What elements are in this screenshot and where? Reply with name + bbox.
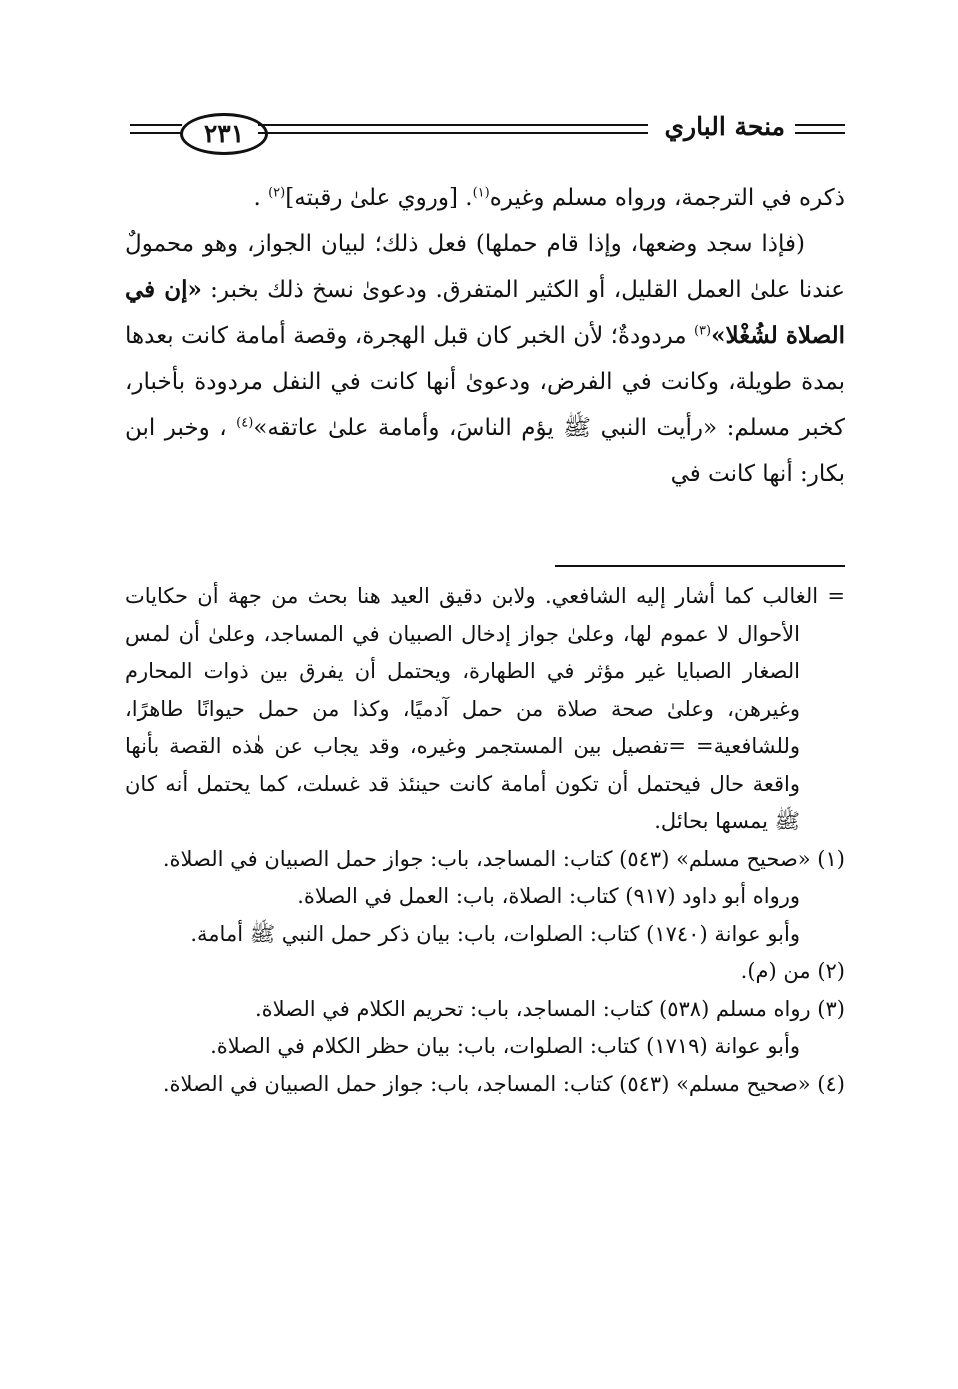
footnote-continuation: = الغالب كما أشار إليه الشافعي. ولابن دقيق العيد هنا بحث من جهة أن حكايات الأحوال لا عموم لها، وعلىٰ جواز إدخال الصبيان في المساجد، وعلىٰ أن لمس الصغار الصبايا غير مؤثر في الطهارة، ويحتمل أن يفرق بين ذوات المحارم وغيرهن، وعلىٰ صحة صلاة من حمل آدميًا، وكذا من حمل حيوانًا طاهرًا، وللشافعية= =تفصيل بين المستجمر وغيره، وقد يجاب عن هٰذه القصة بأنها واقعة حال فيحتمل أن تكون أمامة كانت حينئذ قد غسلت، كما يحتمل أنه كان ﷺ يمسها بحائل. [125,584,845,833]
footnotes [125,578,845,1103]
page-header [130,110,845,160]
header-rule [795,124,845,126]
footnote-1-line: ورواه أبو داود (٩١٧) كتاب: الصلاة، باب: العمل في الصلاة. [297,884,800,908]
footnote-3: (٣) رواه مسلم (٥٣٨) كتاب: المساجد، باب: تحريم الكلام في الصلاة. [254,996,845,1021]
footnote-2: (٢) من (م). [740,959,845,983]
text-run: مردودةٌ؛ لأن الخبر كان قبل الهجرة، وقصة أمامة كانت بعدها بمدة طويلة، وكانت في الفرض، ودعوىٰ أنها كانت في النفل مردودة بأخبار، كخبر مسلم: «رأيت النبي ﷺ يؤم الناسَ، وأمامة علىٰ عاتقه» [125,323,845,441]
text-run: . [253,185,269,211]
text-run: (فإذا سجد وضعها، وإذا قام حملها) فعل ذلك؛ لبيان الجواز، وهو محمولٌ عندنا علىٰ العمل القليل، أو الكثير المتفرق. ودعوىٰ نسخ ذلك بخبر: [125,231,845,303]
running-title: منحة الباري [664,112,785,141]
footnote-1-line: وأبو عوانة (١٧٤٠) كتاب: الصلوات، باب: بيان ذكر حمل النبي ﷺ أمامة. [190,921,800,946]
header-rule [258,132,648,134]
footnote-ref: (٣) [693,323,712,339]
hadith-quote: «إن في الصلاة لشُغْلا» [125,276,845,349]
footnote-1: (١) «صحيح مسلم» (٥٤٣) كتاب: المساجد، باب: جواز حمل الصبيان في الصلاة. [162,846,845,871]
header-rule [130,124,182,126]
header-rule [795,132,845,134]
footnote-4: (٤) «صحيح مسلم» (٥٤٣) كتاب: المساجد، باب: جواز حمل الصبيان في الصلاة. [162,1071,845,1096]
text-run: ذكره في الترجمة، ورواه مسلم وغيره [489,185,845,211]
footnote-ref: (١) [472,185,490,201]
footnote-3-line: وأبو عوانة (١٧١٩) كتاب: الصلوات، باب: بيان حظر الكلام في الصلاة. [210,1034,800,1058]
paragraph [125,221,845,497]
header-rule [130,132,182,134]
page-number: ٢٣١ [180,113,268,155]
text-run: ، وخبر ابن بكار: أنها كانت في [125,415,845,487]
footnote-ref: (٢) [268,185,286,201]
main-text [125,175,845,497]
paragraph [125,175,845,221]
footnote-divider [555,565,845,567]
footnote-ref: (٤) [236,415,254,431]
header-rule [258,124,648,126]
text-run: . [وروي علىٰ رقبته] [285,185,473,211]
